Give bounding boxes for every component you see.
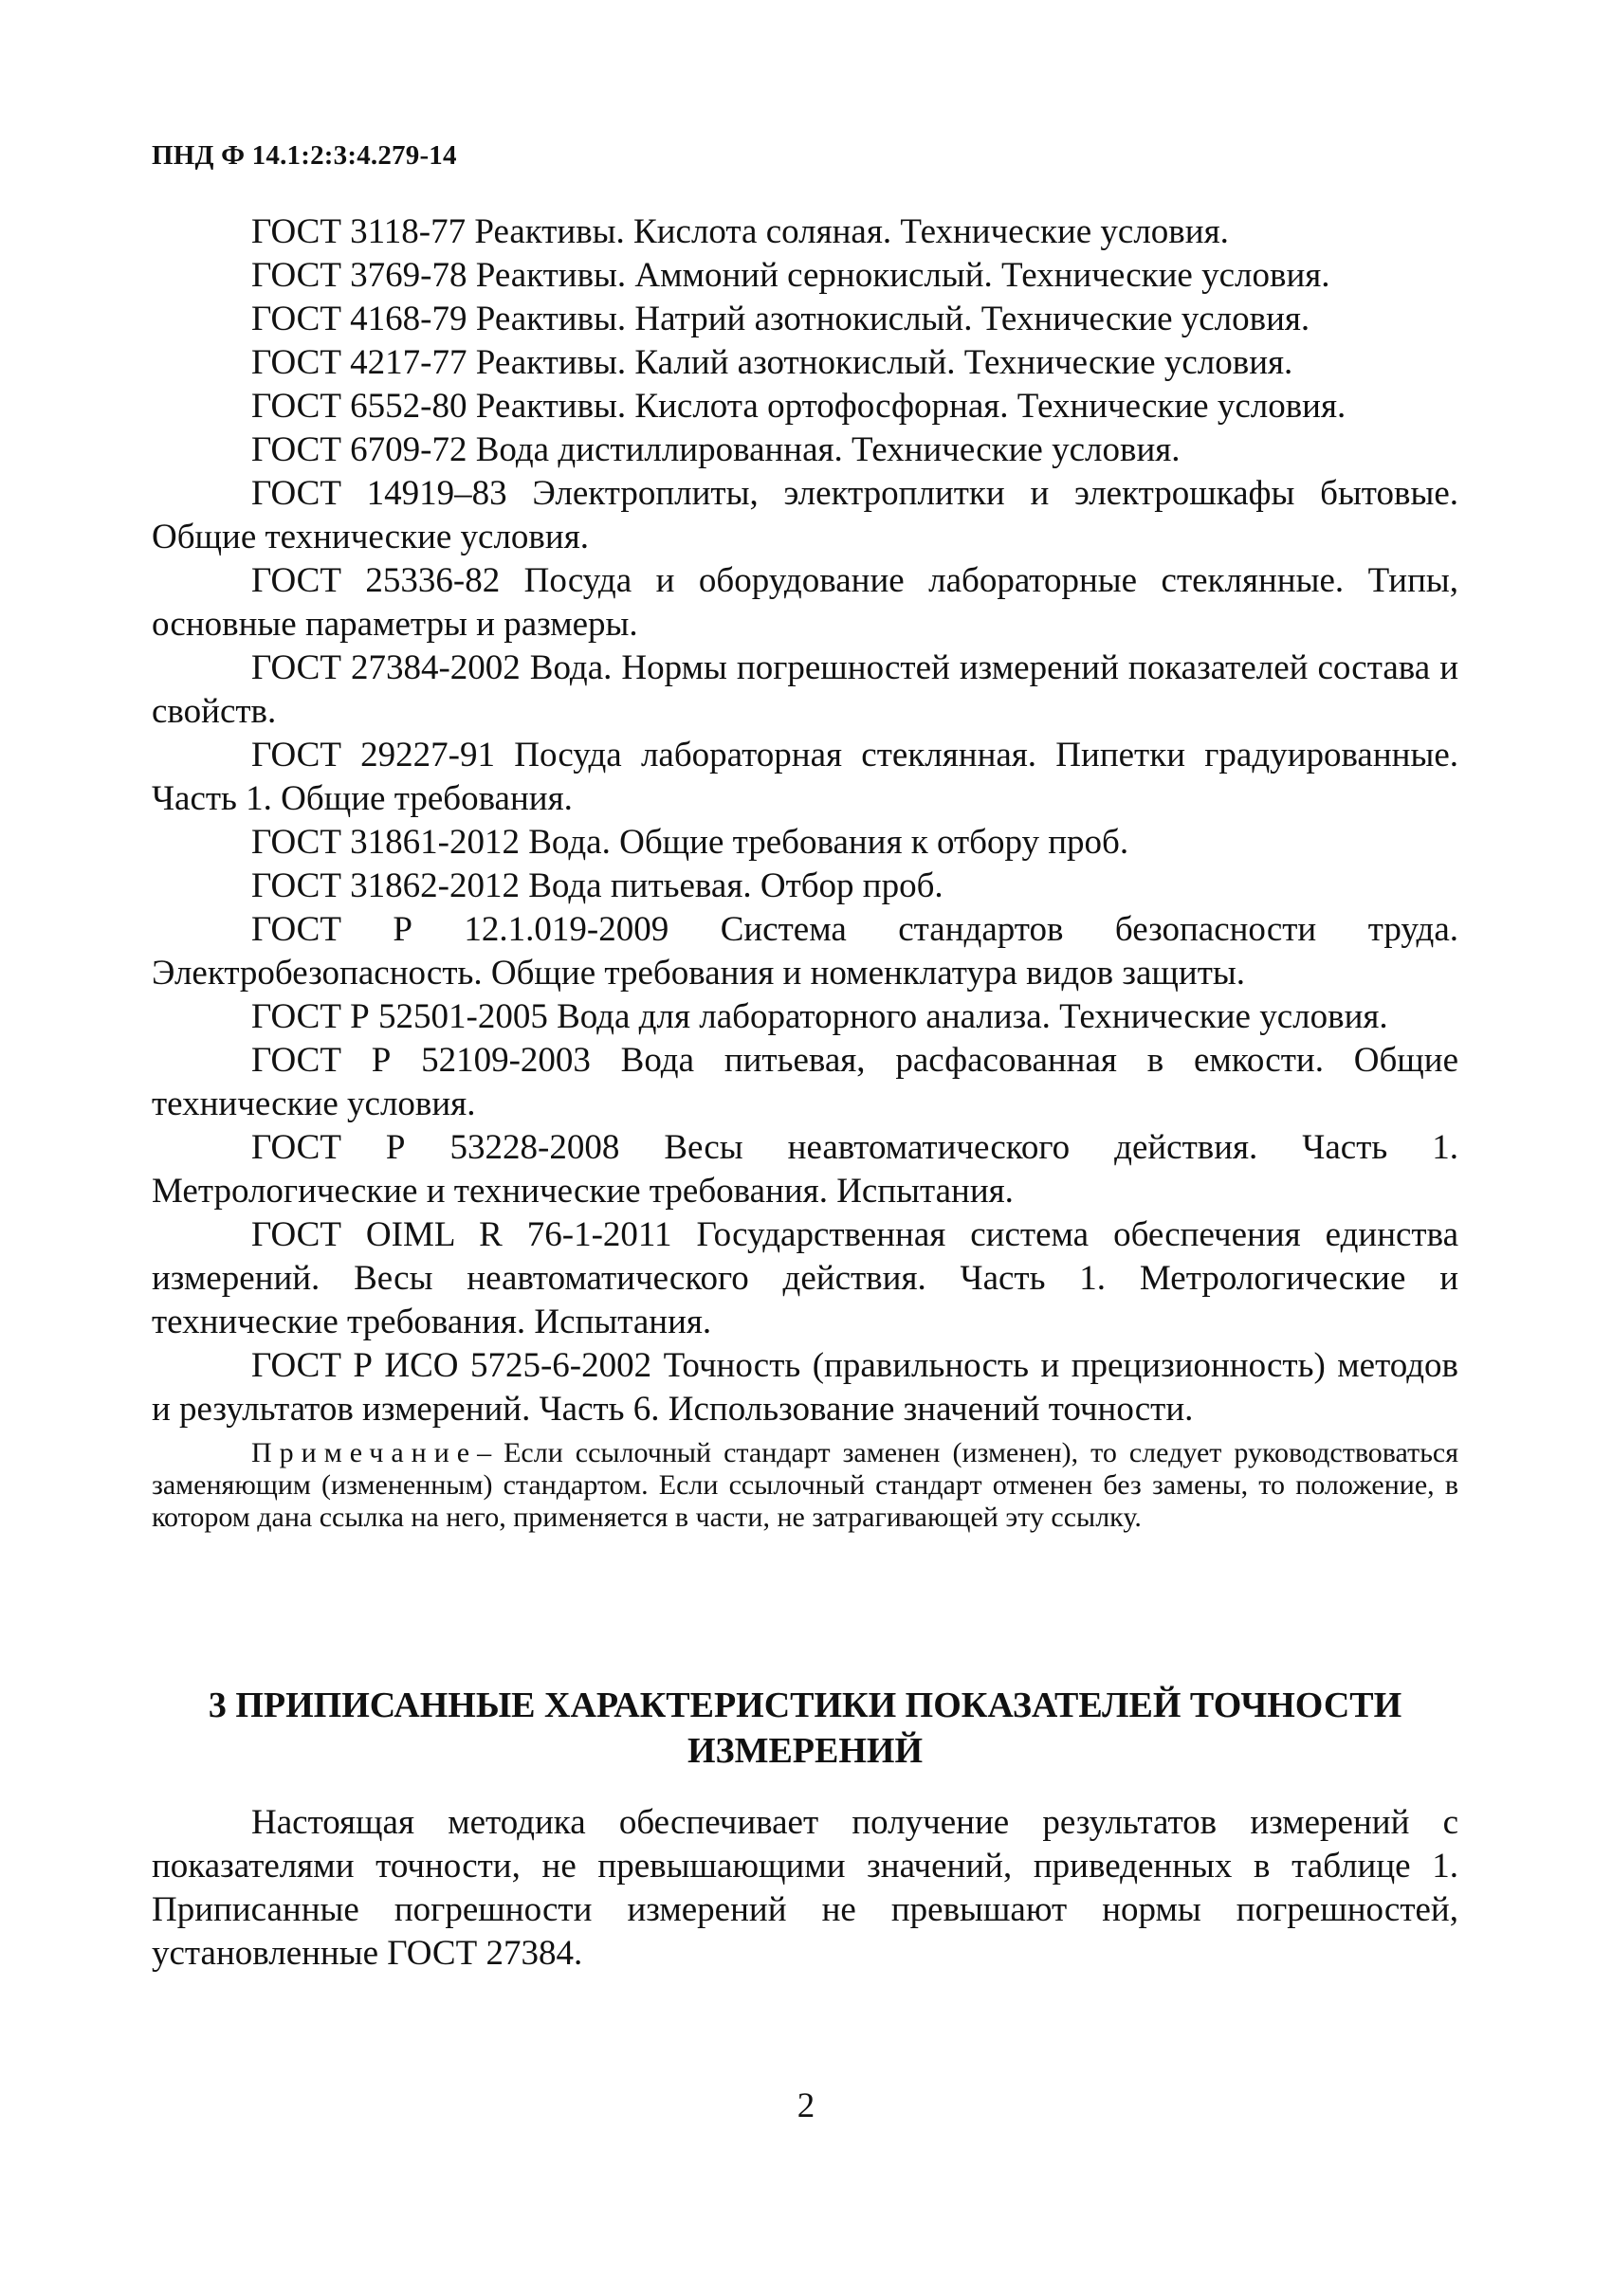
reference-item: ГОСТ 14919–83 Электроплиты, электроплитки и электрошкафы бытовые. Общие технические условия. xyxy=(152,474,1458,556)
reference-item: ГОСТ Р 12.1.019-2009 Система стандартов безопасности труда. Электробезопасность. Общие требования и номенклатура видов защиты. xyxy=(152,910,1458,993)
reference-item: ГОСТ 4217-77 Реактивы. Калий азотнокислый. Технические условия. xyxy=(251,343,1293,382)
reference-item: ГОСТ 31861-2012 Вода. Общие требования к отбору проб. xyxy=(251,823,1129,862)
reference-item: ГОСТ OIML R 76-1-2011 Государственная система обеспечения единства измерений. Весы неавтоматического действия. Часть 1. Метрологические и технические требования. Испытания. xyxy=(152,1215,1458,1341)
reference-item: ГОСТ 25336-82 Посуда и оборудование лабораторные стеклянные. Типы, основные параметры и размеры. xyxy=(152,561,1458,644)
reference-item: ГОСТ Р ИСО 5725-6-2002 Точность (правильность и прецизионность) методов и результатов измерений. Часть 6. Использование значений точности. xyxy=(152,1346,1458,1429)
reference-item: ГОСТ 3769-78 Реактивы. Аммоний сернокислый. Технические условия. xyxy=(251,256,1330,295)
note-text: – Если ссылочный стандарт заменен (изменен), то следует руководствоваться заменяющим (измененным) стандартом. Если ссылочный стандарт отменен без замены, то положение, в котором дана ссылка на него, применяется в части, не затрагивающей эту ссылку. xyxy=(152,1437,1458,1533)
reference-item: ГОСТ 27384-2002 Вода. Нормы погрешностей измерений показателей состава и свойств. xyxy=(152,648,1458,731)
note-label: Примечание xyxy=(251,1437,478,1468)
reference-item: ГОСТ 3118-77 Реактивы. Кислота соляная. Технические условия. xyxy=(251,212,1229,251)
reference-item: ГОСТ 6709-72 Вода дистиллированная. Технические условия. xyxy=(251,430,1181,469)
section-paragraph: Настоящая методика обеспечивает получение результатов измерений с показателями точности, не превышающими значений, приведенных в таблице 1. Приписанные погрешности измерений не превышают нормы погрешностей, установленные ГОСТ 27384. xyxy=(152,1803,1458,1973)
page-number: 2 xyxy=(797,2086,815,2125)
reference-item: ГОСТ 4168-79 Реактивы. Натрий азотнокислый. Технические условия. xyxy=(251,300,1310,338)
reference-item: ГОСТ Р 52109-2003 Вода питьевая, расфасованная в емкости. Общие технические условия. xyxy=(152,1041,1458,1123)
normative-references-list xyxy=(152,210,1458,1534)
reference-item: ГОСТ 6552-80 Реактивы. Кислота ортофосфорная. Технические условия. xyxy=(251,387,1346,426)
reference-item: ГОСТ 29227-91 Посуда лабораторная стеклянная. Пипетки градуированные. Часть 1. Общие требования. xyxy=(152,736,1458,818)
document-code: ПНД Ф 14.1:2:3:4.279-14 xyxy=(152,140,457,171)
reference-item: ГОСТ Р 52501-2005 Вода для лабораторного анализа. Технические условия. xyxy=(251,997,1388,1036)
reference-item: ГОСТ 31862-2012 Вода питьевая. Отбор проб. xyxy=(251,866,943,905)
reference-item: ГОСТ Р 53228-2008 Весы неавтоматического действия. Часть 1. Метрологические и технические требования. Испытания. xyxy=(152,1128,1458,1211)
section-heading: 3 ПРИПИСАННЫЕ ХАРАКТЕРИСТИКИ ПОКАЗАТЕЛЕЙ ТОЧНОСТИ ИЗМЕРЕНИЙ xyxy=(208,1686,1402,1771)
note xyxy=(152,1437,1458,1534)
